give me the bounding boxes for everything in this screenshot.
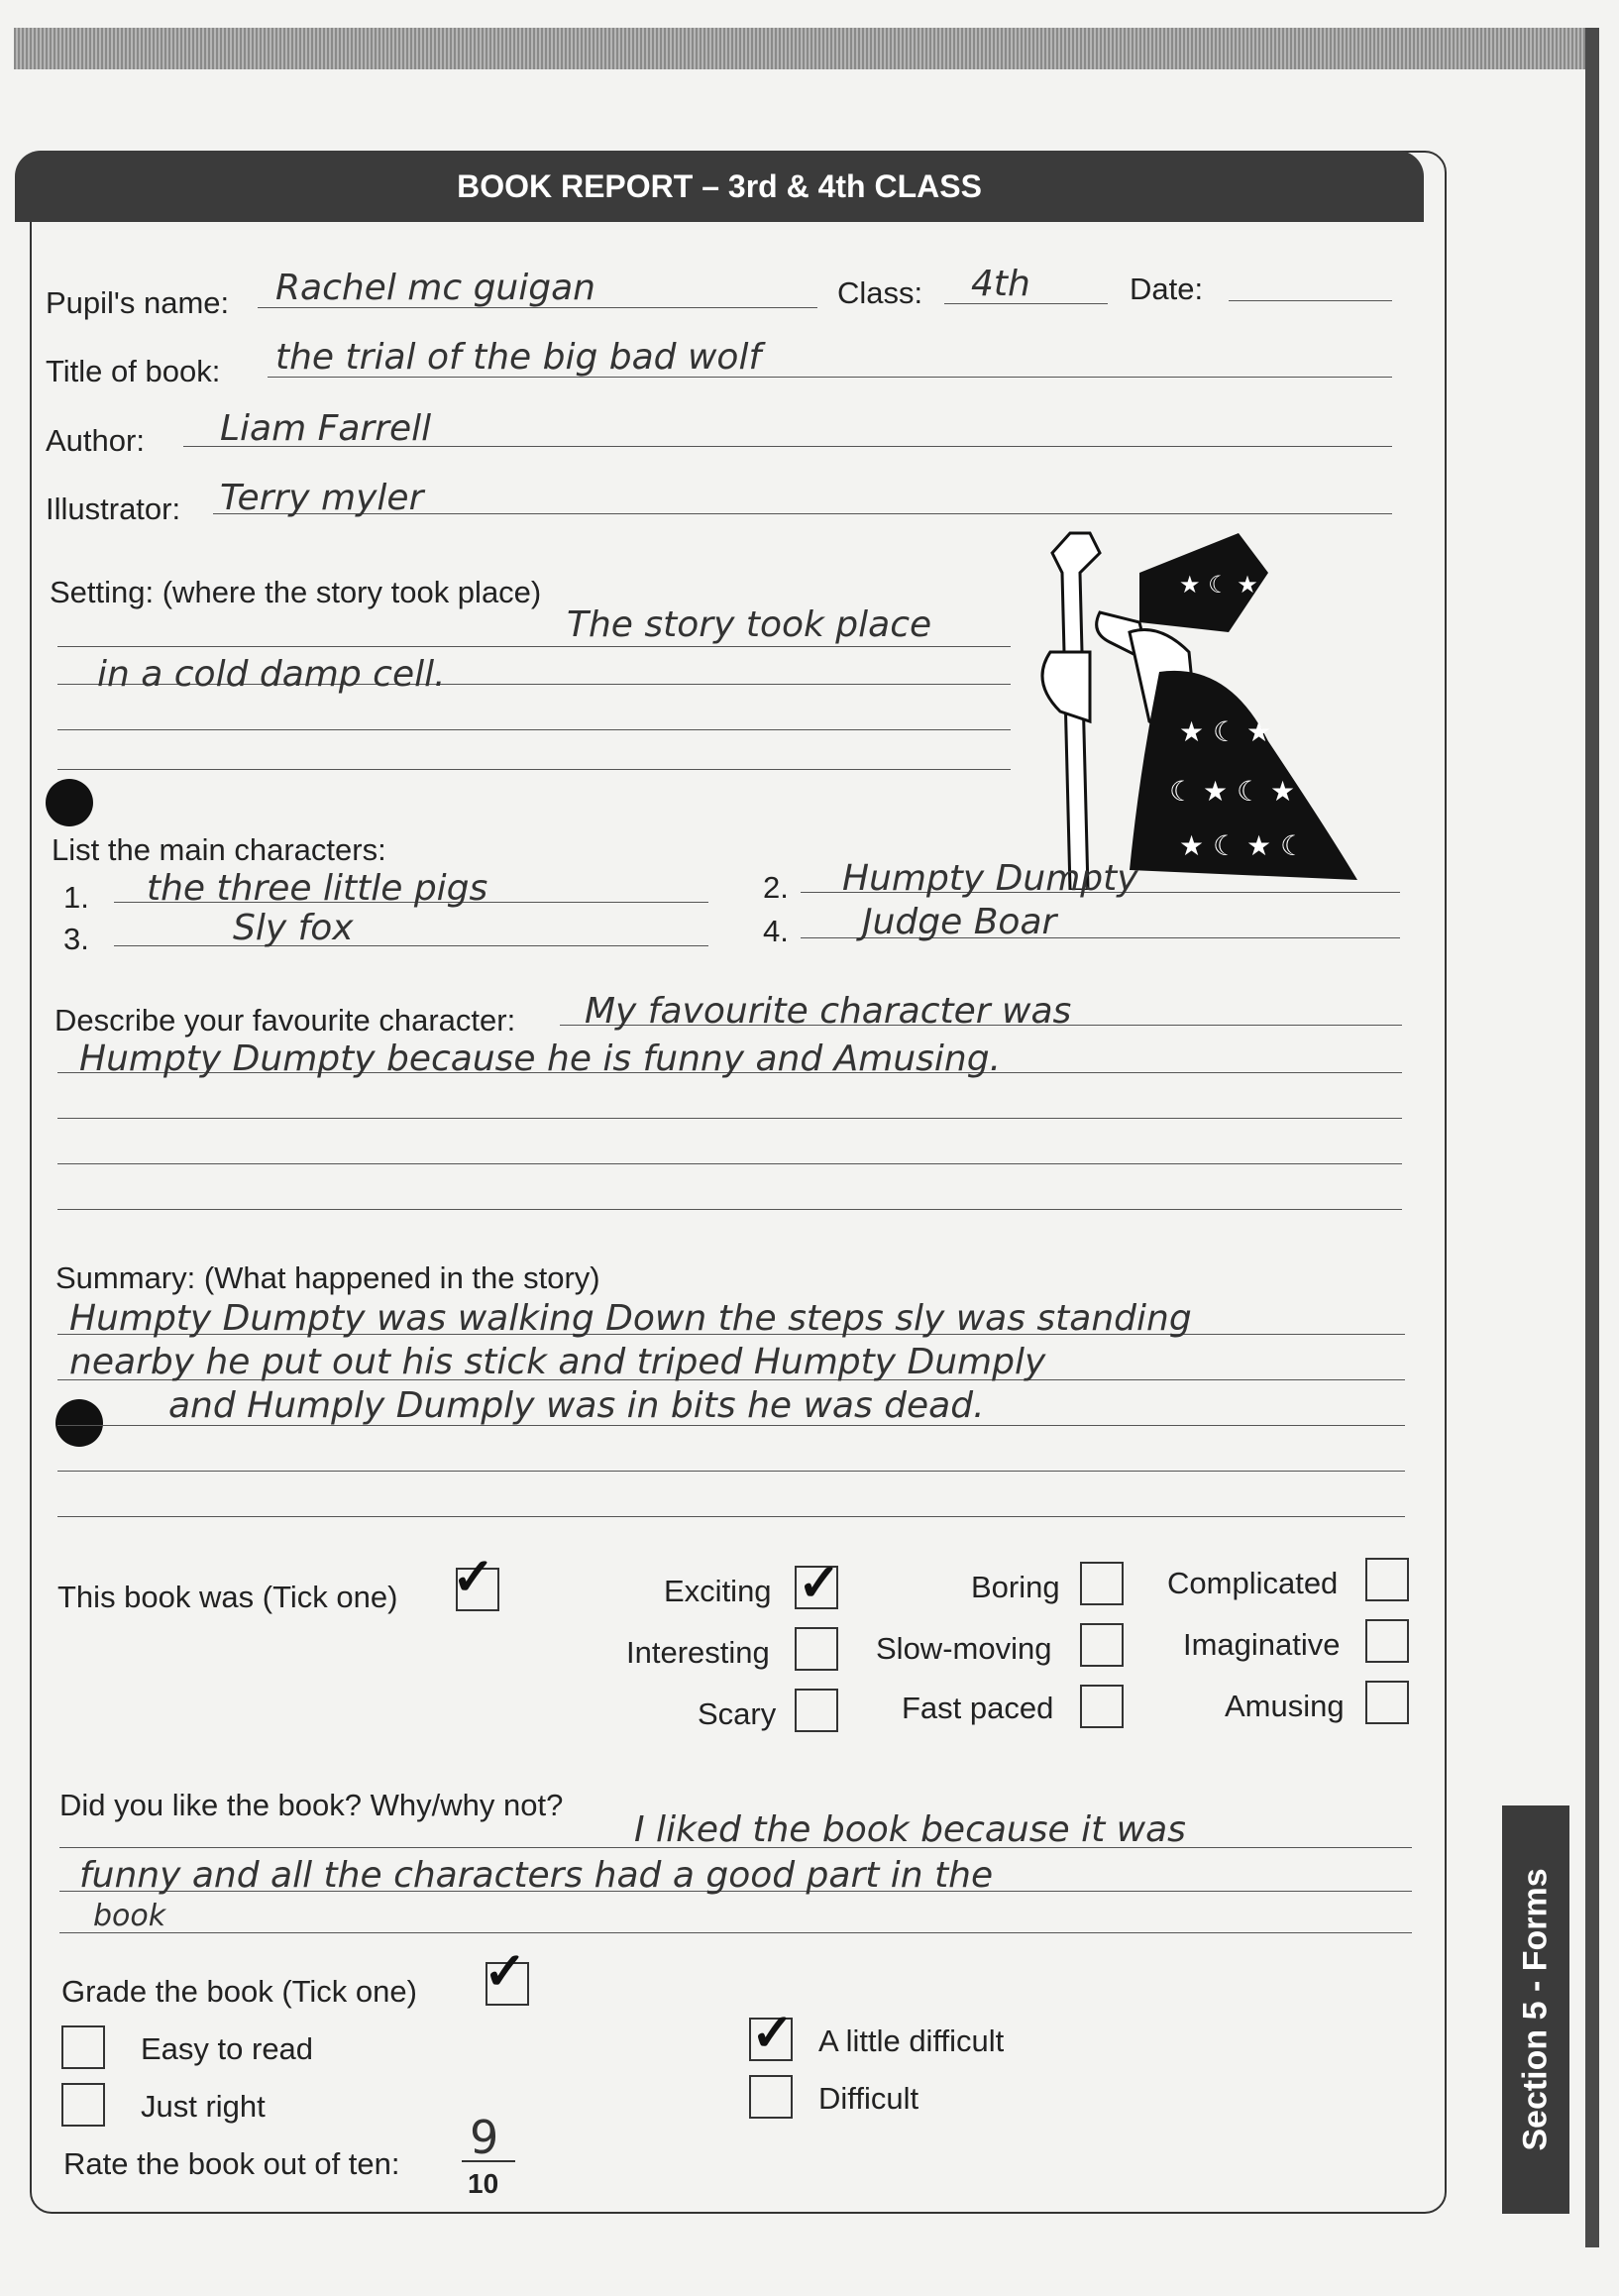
form-frame: [30, 151, 1447, 2214]
setting-value-1[interactable]: The story took place: [567, 604, 932, 645]
pupil-name-value[interactable]: Rachel mc guigan: [275, 268, 595, 308]
grade-easy-checkbox[interactable]: [61, 2025, 105, 2069]
option-slow-moving-checkbox[interactable]: [1080, 1623, 1124, 1667]
book-was-label: This book was (Tick one): [57, 1580, 398, 1614]
grade-example-tick: ✓: [484, 1943, 527, 2001]
wizard-illustration: [1030, 513, 1359, 890]
setting-line-3: [57, 729, 1011, 730]
title-label: Title of book:: [46, 354, 221, 388]
author-label: Author:: [46, 423, 145, 458]
summary-line-4: [57, 1471, 1405, 1472]
setting-label: Setting: (where the story took place): [50, 575, 542, 609]
character-3-value[interactable]: Sly fox: [233, 908, 354, 948]
option-fast-paced-checkbox[interactable]: [1080, 1685, 1124, 1728]
rating-value[interactable]: 9: [470, 2111, 499, 2164]
grade-just-right-label: Just right: [141, 2089, 266, 2124]
grade-difficult-label: Difficult: [818, 2081, 919, 2116]
book-was-example-tick: ✓: [452, 1549, 495, 1606]
liked-line-3: [59, 1932, 1412, 1933]
setting-value-2[interactable]: in a cold damp cell.: [97, 654, 446, 695]
summary-value-3[interactable]: and Humply Dumply was in bits he was dead.: [168, 1385, 985, 1426]
date-label: Date:: [1130, 272, 1204, 306]
option-imaginative-checkbox[interactable]: [1365, 1619, 1409, 1663]
author-value[interactable]: Liam Farrell: [220, 408, 432, 449]
scan-right-border: [1585, 28, 1599, 2247]
option-amusing-label: Amusing: [1225, 1689, 1345, 1723]
class-label: Class:: [837, 275, 923, 310]
character-1-value[interactable]: the three little pigs: [147, 868, 488, 909]
option-complicated-label: Complicated: [1167, 1566, 1339, 1600]
option-scary-label: Scary: [698, 1696, 777, 1731]
svg-text:☾ ★ ☾ ★: ☾ ★ ☾ ★: [1169, 775, 1296, 808]
characters-label: List the main characters:: [52, 832, 386, 867]
option-exciting-tick: ✓: [798, 1555, 841, 1612]
section-tab-label: Section 5 - Forms: [1516, 1868, 1555, 2151]
liked-value-3[interactable]: book: [93, 1899, 166, 1933]
character-2-num: 2.: [763, 870, 789, 905]
liked-label: Did you like the book? Why/why not?: [59, 1788, 564, 1822]
option-slow-moving-label: Slow-moving: [876, 1631, 1052, 1666]
favourite-line-3: [57, 1118, 1402, 1119]
svg-text:★ ☾ ★ ☾: ★ ☾ ★ ☾: [1179, 829, 1306, 862]
punch-hole-top: [46, 779, 93, 826]
character-1-num: 1.: [63, 880, 89, 915]
option-exciting-label: Exciting: [664, 1574, 772, 1608]
date-line: [1229, 300, 1392, 301]
liked-value-1[interactable]: I liked the book because it was: [634, 1809, 1186, 1850]
option-boring-checkbox[interactable]: [1080, 1562, 1124, 1605]
character-4-num: 4.: [763, 914, 789, 948]
option-fast-paced-label: Fast paced: [902, 1691, 1054, 1725]
character-3-line: [114, 945, 708, 946]
favourite-line-5: [57, 1209, 1402, 1210]
punch-hole-bottom: [55, 1399, 103, 1447]
grade-easy-label: Easy to read: [141, 2031, 314, 2066]
pupil-name-label: Pupil's name:: [46, 285, 230, 320]
summary-line-5: [57, 1516, 1405, 1517]
svg-text:★ ☾ ★: ★ ☾ ★: [1179, 571, 1258, 599]
grade-just-right-checkbox[interactable]: [61, 2083, 105, 2127]
option-complicated-checkbox[interactable]: [1365, 1558, 1409, 1601]
option-interesting-checkbox[interactable]: [795, 1627, 838, 1671]
rating-label: Rate the book out of ten:: [63, 2146, 400, 2181]
summary-label: Summary: (What happened in the story): [55, 1260, 600, 1295]
grade-difficult-checkbox[interactable]: [749, 2075, 793, 2119]
favourite-value-2[interactable]: Humpty Dumpty because he is funny and Amusing.: [79, 1039, 1002, 1079]
svg-text:★ ☾ ★: ★ ☾ ★: [1179, 715, 1272, 748]
grade-little-difficult-label: A little difficult: [818, 2023, 1005, 2058]
illustrator-value[interactable]: Terry myler: [220, 478, 424, 518]
scan-top-border: [14, 28, 1589, 69]
rating-denominator: 10: [468, 2168, 499, 2199]
summary-value-1[interactable]: Humpty Dumpty was walking Down the steps sly was standing: [69, 1298, 1192, 1339]
grade-little-difficult-tick: ✓: [751, 2005, 795, 2062]
title-value[interactable]: the trial of the big bad wolf: [275, 337, 762, 378]
option-imaginative-label: Imaginative: [1183, 1627, 1341, 1662]
class-value[interactable]: 4th: [971, 264, 1030, 304]
option-scary-checkbox[interactable]: [795, 1689, 838, 1732]
grade-label: Grade the book (Tick one): [61, 1974, 417, 2009]
rating-fraction-line: [462, 2160, 515, 2162]
form-title: BOOK REPORT – 3rd & 4th CLASS: [457, 167, 982, 204]
setting-line-4: [57, 769, 1011, 770]
liked-value-2[interactable]: funny and all the characters had a good part in the: [79, 1855, 994, 1896]
form-header: [15, 151, 1424, 222]
favourite-line-4: [57, 1163, 1402, 1164]
character-4-value[interactable]: Judge Boar: [862, 902, 1057, 942]
option-amusing-checkbox[interactable]: [1365, 1681, 1409, 1724]
favourite-label: Describe your favourite character:: [54, 1003, 516, 1038]
option-interesting-label: Interesting: [626, 1635, 770, 1670]
character-3-num: 3.: [63, 922, 89, 956]
option-boring-label: Boring: [971, 1570, 1060, 1604]
illustrator-label: Illustrator:: [46, 492, 181, 526]
character-2-value[interactable]: Humpty Dumpty: [842, 858, 1138, 899]
setting-line-1: [57, 646, 1011, 647]
summary-value-2[interactable]: nearby he put out his stick and triped Humpty Dumply: [69, 1342, 1046, 1382]
favourite-value-1[interactable]: My favourite character was: [585, 991, 1072, 1032]
section-tab: [1502, 1805, 1569, 2214]
